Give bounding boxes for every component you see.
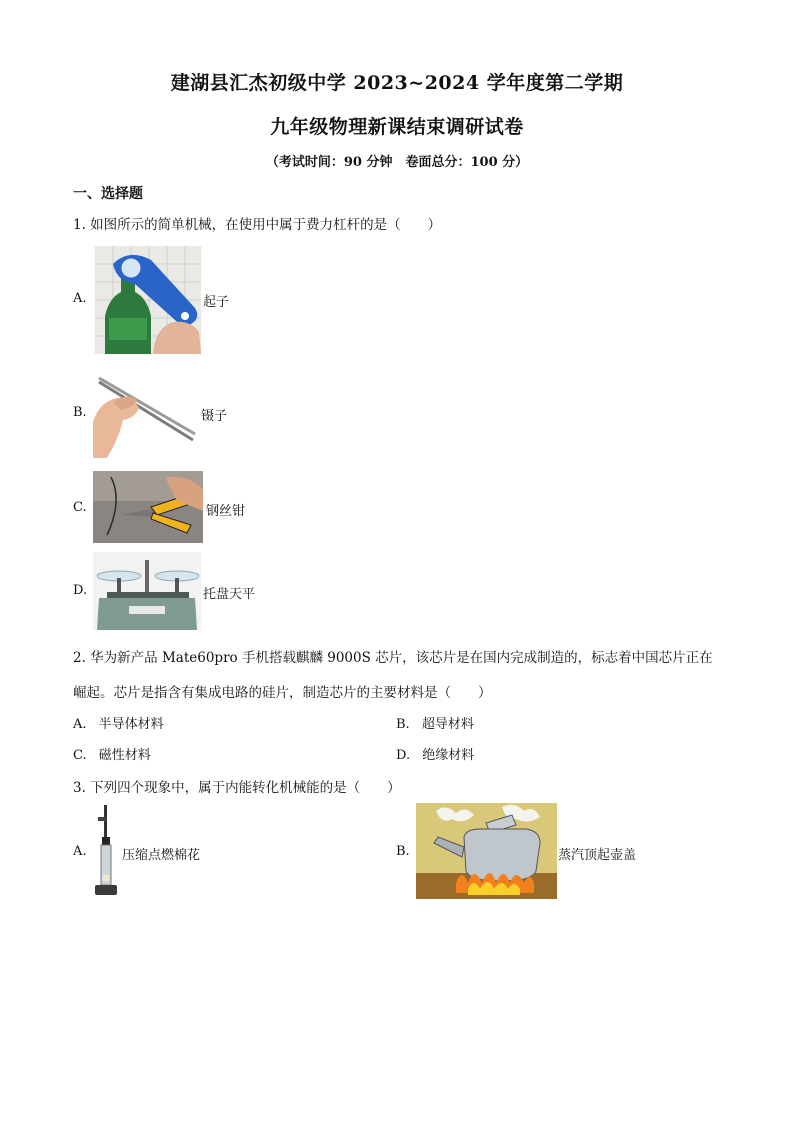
q2-option-d-text: 绝缘材料 <box>422 748 475 763</box>
q1-option-d-label: 托盘天平 <box>203 587 256 602</box>
q2-option-c <box>73 744 151 763</box>
page-title-line2: 九年级物理新课结束调研试卷 <box>270 116 524 138</box>
pan-balance-image <box>93 552 201 630</box>
q2-option-a-letter: A. <box>73 717 87 732</box>
q2-option-b-letter: B. <box>396 717 410 732</box>
q1-option-b-letter: B. <box>73 405 87 420</box>
q3-stem: 3. 下列四个现象中，属于内能转化机械能的是（ ） <box>73 780 401 796</box>
fire-syringe-image <box>92 803 120 898</box>
q1-stem: 1. 如图所示的简单机械，在使用中属于费力杠杆的是（ ） <box>73 217 442 233</box>
q2-stem-line2: 崛起。芯片是指含有集成电路的硅片，制造芯片的主要材料是（ ） <box>73 685 492 701</box>
q1-option-d-letter: D. <box>73 583 88 598</box>
bottle-opener-image <box>95 246 201 354</box>
q2-option-d-letter: D. <box>396 748 411 763</box>
q2-option-c-letter: C. <box>73 748 87 763</box>
q2-option-b <box>396 713 474 732</box>
q2-option-b-text: 超导材料 <box>421 717 474 732</box>
steam-kettle-image <box>416 803 557 899</box>
q1-option-a-label: 起子 <box>203 295 230 310</box>
q1-option-b-label: 镊子 <box>201 409 228 424</box>
page-title-line1: 建湖县汇杰初级中学 2023~2024 学年度第二学期 <box>170 72 624 94</box>
q3-option-a-label: 压缩点燃棉花 <box>122 848 201 863</box>
q3-option-b-label: 蒸汽顶起壶盖 <box>558 848 637 863</box>
q2-stem-line1: 2. 华为新产品 Mate60pro 手机搭载麒麟 9000S 芯片，该芯片是在国内完成制造的，标志着中国芯片正在 <box>73 650 713 666</box>
q2-option-d <box>396 744 474 763</box>
q2-option-a <box>73 713 164 732</box>
exam-info: （考试时间：90 分钟 卷面总分：100 分） <box>265 155 529 170</box>
q2-option-a-text: 半导体材料 <box>98 717 164 732</box>
tweezers-image <box>93 372 198 458</box>
wire-pliers-image <box>93 471 203 543</box>
q3-option-a-letter: A. <box>73 844 87 859</box>
q2-option-c-text: 磁性材料 <box>98 748 151 763</box>
q1-option-a-letter: A. <box>73 291 87 306</box>
section-heading: 一、选择题 <box>73 186 143 202</box>
q1-option-c-label: 钢丝钳 <box>206 504 246 519</box>
q3-option-b-letter: B. <box>396 844 410 859</box>
q1-option-c-letter: C. <box>73 500 87 515</box>
